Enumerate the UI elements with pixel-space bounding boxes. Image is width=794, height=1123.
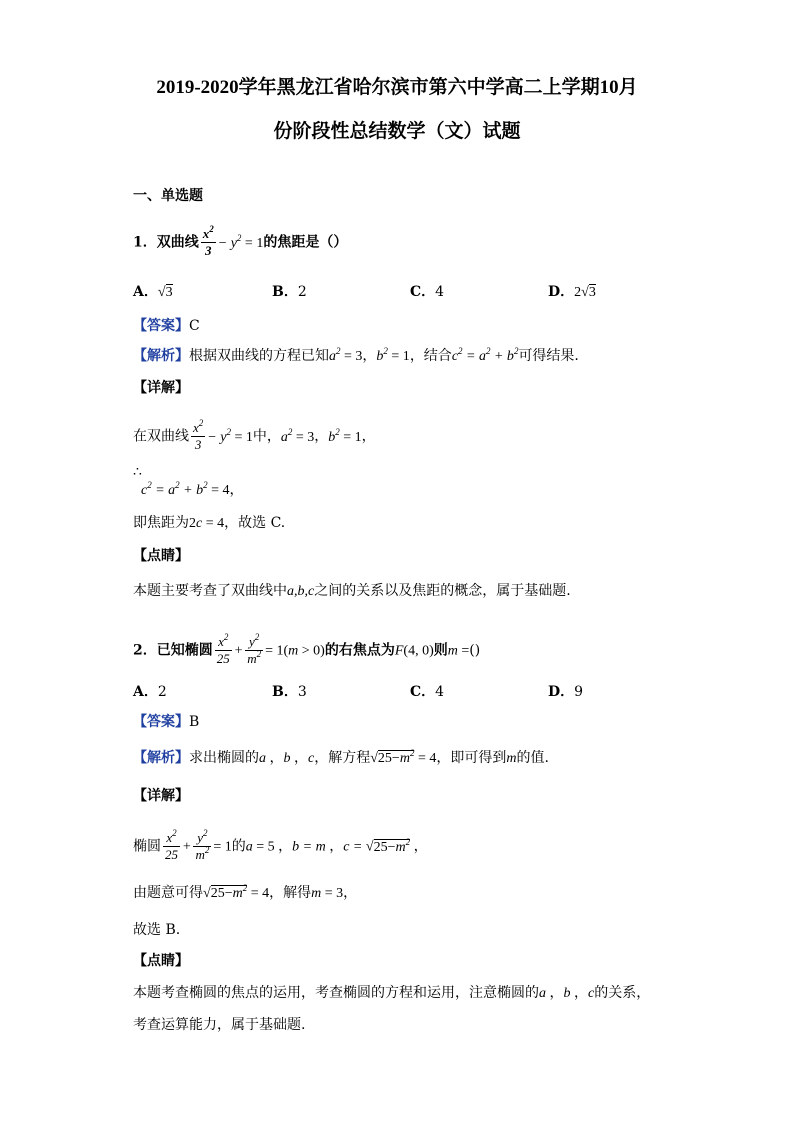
q1-therefore: ∴ — [133, 464, 142, 480]
q1-detail-line4: 即焦距为2c = 4，故选 C. — [133, 515, 286, 531]
q1-answer: 【答案】C — [133, 318, 200, 334]
q1-detail-line1: 在双曲线 $\frac{x^2}{3}$ − $y^2 = 1$中，$a^2 = 3$，$b^2 = 1$， — [133, 418, 376, 452]
q1-detail-line3: $c^2 = a^2 + b^2 = 4$， — [141, 480, 244, 498]
q2-comment-line2: 考查运算能力，属于基础题. — [133, 1017, 306, 1033]
q1-detail-tag: 【详解】 — [133, 380, 189, 396]
q2-option-d: D．9 — [548, 684, 584, 700]
q2-answer: 【答案】B — [133, 714, 200, 730]
question-1-stem: 1．双曲线 $\frac{x^2}{3}$ − $y^2 = 1$的焦距是（） — [133, 224, 348, 258]
q2-option-a: A．2 — [133, 684, 167, 700]
q1-comment: 本题主要考查了双曲线中a,b,c之间的关系以及焦距的概念，属于基础题. — [133, 583, 571, 599]
doc-title-line2: 份阶段性总结数学（文）试题 — [273, 121, 521, 142]
q2-detail-line1: 椭圆 $\frac{x^2}{25}$ + $\frac{y^2}{m^2}$ = 1的a = 5 ，b = m ，$c = √25-m^2$ ， — [133, 828, 428, 862]
section-heading: 一、单选题 — [133, 188, 203, 204]
q2-detail-line3: 故选 B. — [133, 922, 181, 938]
q2-comment-tag: 【点睛】 — [133, 953, 189, 969]
q1-comment-tag: 【点睛】 — [133, 548, 189, 564]
q1-option-c: C．4 — [410, 284, 445, 300]
q2-option-c: C．4 — [410, 684, 445, 700]
q2-option-b: B．3 — [272, 684, 307, 700]
doc-title-line1: 2019-2020学年黑龙江省哈尔滨市第六中学高二上学期10月 — [156, 77, 638, 98]
question-2-stem: 2．已知椭圆 $\frac{x^2}{25}$ + $\frac{y^2}{m^2}$ = 1(m > 0)的右焦点为F(4, 0)则m =() — [133, 632, 481, 666]
q2-detail-tag: 【详解】 — [133, 788, 189, 804]
q2-comment-line1: 本题考查椭圆的焦点的运用，考查椭圆的方程和运用，注意椭圆的a ，b ，c的关系， — [133, 985, 651, 1001]
q1-option-b: B．2 — [272, 284, 307, 300]
q1-option-d: D．2√3 — [548, 284, 596, 300]
q1-analysis: 【解析】根据双曲线的方程已知$a^2 = 3$，$b^2 = 1$，结合$c^2 = a^2 + b^2$可得结果. — [133, 346, 579, 364]
q1-option-a: A．√3 — [133, 284, 173, 300]
q2-analysis: 【解析】求出椭圆的a ，b ，c，解方程$√25-m^2 = 4$，即可得到m的值. — [133, 748, 549, 766]
q2-detail-line2: 由题意可得$√25-m^2 = 4$，解得m = 3， — [133, 883, 358, 901]
